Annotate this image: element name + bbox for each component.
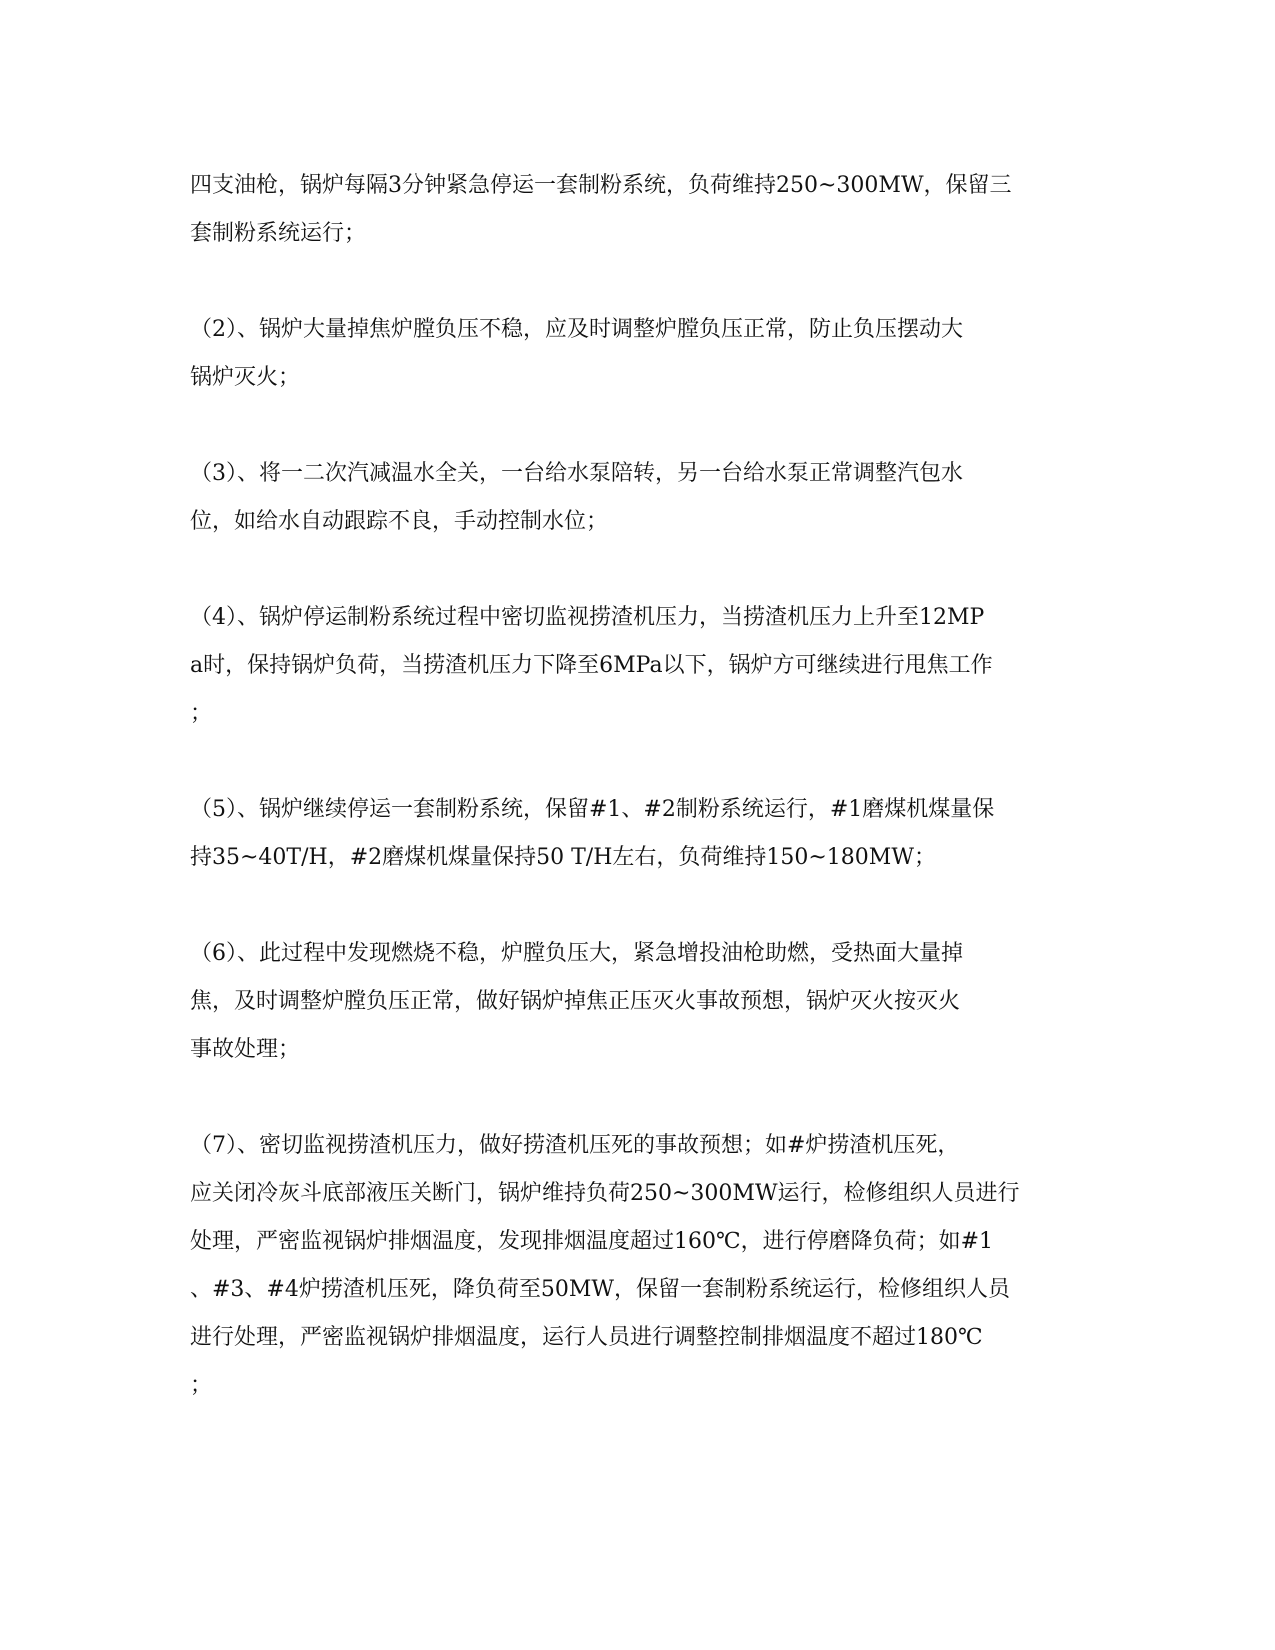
paragraph-gap <box>190 882 1080 930</box>
paragraph-gap <box>190 1074 1080 1122</box>
paragraph-gap <box>190 402 1080 450</box>
paragraph-step-4: （4）、锅炉停运制粉系统过程中密切监视捞渣机压力，当捞渣机压力上升至12MP a时，保持锅炉负荷，当捞渣机压力下降至6MPa以下，锅炉方可继续进行甩焦工作 ； <box>190 605 993 726</box>
paragraph-step-7: （7）、密切监视捞渣机压力，做好捞渣机压死的事故预想；如#炉捞渣机压死， 应关闭冷灰斗底部液压关断门，锅炉维持负荷250~300MW运行，检修组织人员进行 处理，严密监视锅炉排烟温度，发现排烟温度超过160℃，进行停磨降负荷；如#1 、#3、#4炉捞渣机压死，降负荷至50MW，保留一套制粉系统运行，检修组织人员 进行处理，严密监视锅炉排烟温度，运行人员进行调整控制排烟温度不超过180℃ ； <box>190 1133 1020 1398</box>
paragraph-step-3: （3）、将一二次汽减温水全关，一台给水泵陪转，另一台给水泵正常调整汽包水 位，如给水自动跟踪不良，手动控制水位； <box>190 461 963 534</box>
paragraph-step-6: （6）、此过程中发现燃烧不稳，炉膛负压大，紧急增投油枪助燃，受热面大量掉 焦，及时调整炉膛负压正常，做好锅炉掉焦正压灭火事故预想，锅炉灭火按灭火 事故处理； <box>190 941 963 1062</box>
paragraph-gap <box>190 546 1080 594</box>
paragraph-step-5: （5）、锅炉继续停运一套制粉系统，保留#1、#2制粉系统运行，#1磨煤机煤量保 持35~40T/H，#2磨煤机煤量保持50 T/H左右，负荷维持150~180MW； <box>190 797 995 870</box>
paragraph-gap <box>190 738 1080 786</box>
paragraph-step-2: （2）、锅炉大量掉焦炉膛负压不稳，应及时调整炉膛负压正常，防止负压摆动大 锅炉灭火； <box>190 317 963 390</box>
paragraph-continuation: 四支油枪，锅炉每隔3分钟紧急停运一套制粉系统，负荷维持250~300MW，保留三 套制粉系统运行； <box>190 173 1012 246</box>
document-body <box>190 162 1080 1410</box>
paragraph-gap <box>190 258 1080 306</box>
